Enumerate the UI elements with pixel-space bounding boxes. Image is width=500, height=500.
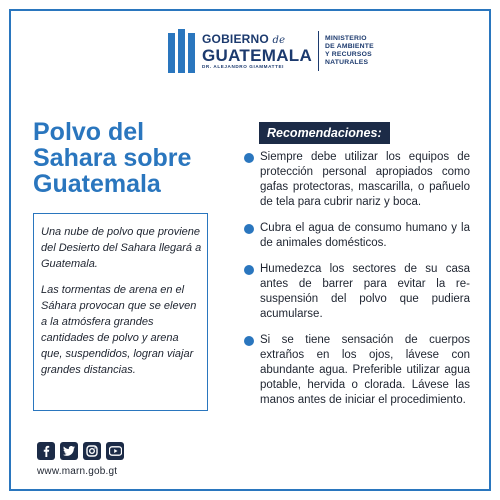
logo-bars-icon — [168, 29, 196, 73]
ministry-line3: Y RECURSOS — [325, 51, 372, 58]
recommendation-text: Siempre debe utilizar los equipos de protección personal apropiados como gafas protectoras, mascarilla, o pañuelo de tela para cubrir nariz y boca. — [260, 151, 470, 208]
logo-line1: GOBIERNO — [202, 31, 269, 46]
logo-wordmark — [202, 33, 312, 70]
social-links — [37, 442, 124, 460]
intro-paragraph-1: Una nube de polvo que proviene del Desierto del Sahara llegará a Guatemala. — [41, 226, 202, 270]
title-line1: Polvo del — [33, 118, 145, 146]
bullet-icon — [244, 336, 254, 346]
list-item — [244, 221, 470, 251]
recommendation-text: Cubra el agua de consumo humano y la de animales domésticos. — [260, 222, 470, 249]
title-line3: Guatemala — [33, 170, 161, 198]
ministry-name — [325, 35, 374, 67]
intro-paragraph-2: Las tormentas de arena en el Sáhara provocan que se eleven a la atmósfera grandes cantidades de polvo y arena que, suspendidos, logran viajar grandes distancias. — [41, 284, 197, 376]
list-item — [244, 150, 470, 210]
ministry-line2: DE AMBIENTE — [325, 43, 374, 50]
logo-line2: GUATEMALA — [202, 45, 313, 65]
bullet-icon — [244, 224, 254, 234]
youtube-icon[interactable] — [106, 442, 124, 460]
recommendations-list — [244, 150, 470, 419]
logo-line1-de: de — [272, 34, 286, 46]
recommendation-text: Si se tiene sensación de cuerpos extraños en los ojos, lávese con abundante agua. Preferible utilizar agua potable, hervida o clorada. Lávese las manos antes de iniciar el procedimiento. — [260, 334, 470, 406]
bullet-icon — [244, 265, 254, 275]
list-item — [244, 333, 470, 408]
government-logo — [168, 27, 374, 75]
list-item — [244, 262, 470, 322]
title-line2: Sahara sobre — [33, 144, 192, 172]
recommendations-heading: Recomendaciones: — [259, 122, 390, 144]
instagram-icon[interactable] — [83, 442, 101, 460]
page-title — [33, 119, 233, 197]
intro-box — [33, 213, 208, 411]
logo-divider — [318, 31, 319, 71]
recommendation-text: Humedezca los sectores de su casa antes de barrer para evitar la re-suspensión del polvo que pudiera acumularse. — [260, 263, 470, 320]
ministry-line1: MINISTERIO — [325, 35, 367, 42]
bullet-icon — [244, 153, 254, 163]
facebook-icon[interactable] — [37, 442, 55, 460]
logo-line3: DR. ALEJANDRO GIAMMATTEI — [202, 63, 285, 69]
ministry-line4: NATURALES — [325, 59, 369, 66]
website-url[interactable]: www.marn.gob.gt — [37, 466, 118, 477]
twitter-icon[interactable] — [60, 442, 78, 460]
